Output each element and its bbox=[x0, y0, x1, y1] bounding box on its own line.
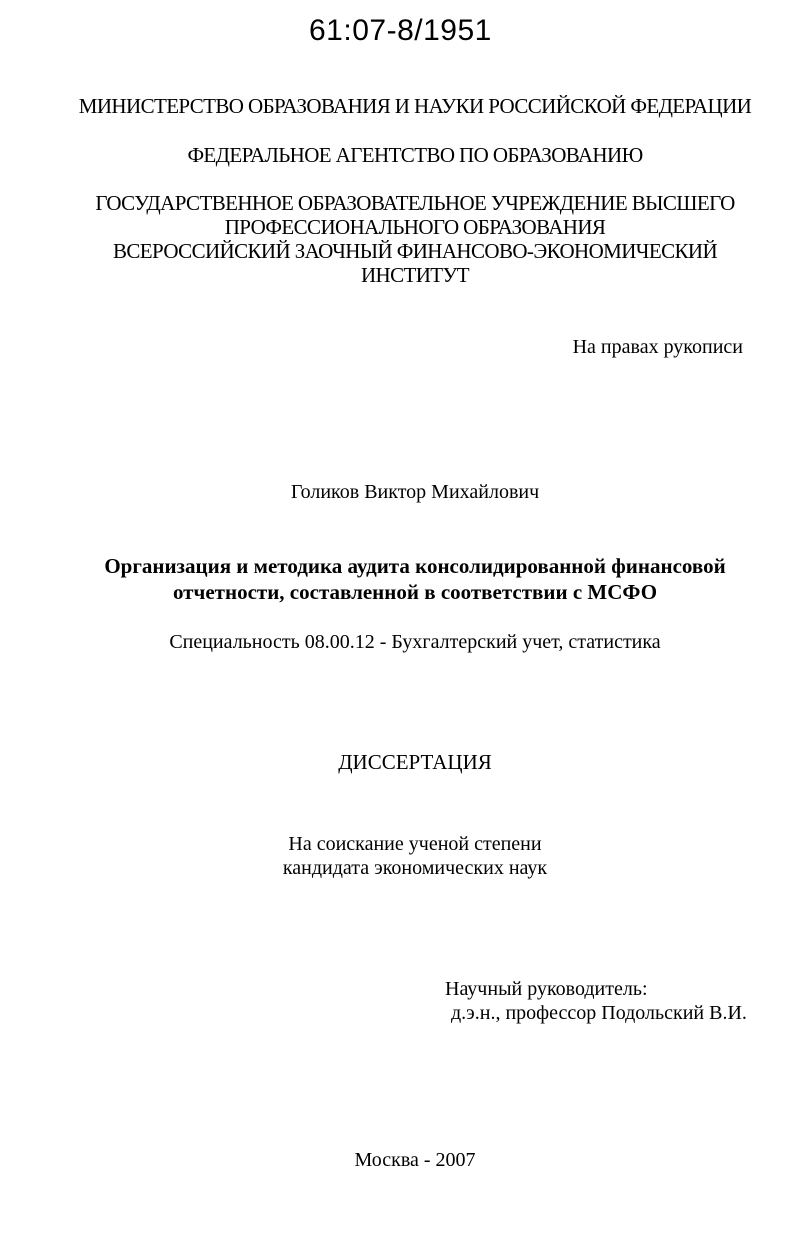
ministry-heading: МИНИСТЕРСТВО ОБРАЗОВАНИЯ И НАУКИ РОССИЙСКОЙ ФЕДЕРАЦИИ bbox=[78, 94, 752, 118]
manuscript-note: На правах рукописи bbox=[572, 336, 743, 358]
institution-line: ВСЕРОССИЙСКИЙ ЗАОЧНЫЙ ФИНАНСОВО-ЭКОНОМИЧЕСКИЙ bbox=[112, 239, 718, 263]
specialty: Специальность 08.00.12 - Бухгалтерский учет, статистика bbox=[169, 631, 661, 653]
document-type: ДИССЕРТАЦИЯ bbox=[338, 750, 492, 774]
title-line: отчетности, составленной в соответствии с МСФО bbox=[172, 580, 658, 604]
catalog-number: 61:07-8/1951 bbox=[309, 14, 492, 47]
supervisor-name: д.э.н., профессор Подольский В.И. bbox=[451, 1002, 747, 1024]
institution-line: ГОСУДАРСТВЕННОЕ ОБРАЗОВАТЕЛЬНОЕ УЧРЕЖДЕНИЕ ВЫСШЕГО bbox=[95, 191, 735, 215]
supervisor-label: Научный руководитель: bbox=[445, 978, 648, 1000]
degree-statement bbox=[0, 832, 799, 880]
institution-line: ИНСТИТУТ bbox=[360, 263, 470, 287]
author-name: Голиков Виктор Михайлович bbox=[290, 481, 540, 503]
supervisor-block bbox=[445, 977, 747, 1025]
agency-heading: ФЕДЕРАЛЬНОЕ АГЕНТСТВО ПО ОБРАЗОВАНИЮ bbox=[187, 143, 643, 167]
degree-line: кандидата экономических наук bbox=[282, 857, 548, 879]
institution-line: ПРОФЕССИОНАЛЬНОГО ОБРАЗОВАНИЯ bbox=[224, 215, 606, 239]
dissertation-title bbox=[0, 553, 799, 605]
title-line: Организация и методика аудита консолидированной финансовой bbox=[104, 554, 726, 578]
degree-line: На соискание ученой степени bbox=[288, 833, 542, 855]
institution-heading bbox=[0, 191, 799, 287]
city-year: Москва - 2007 bbox=[354, 1149, 476, 1171]
